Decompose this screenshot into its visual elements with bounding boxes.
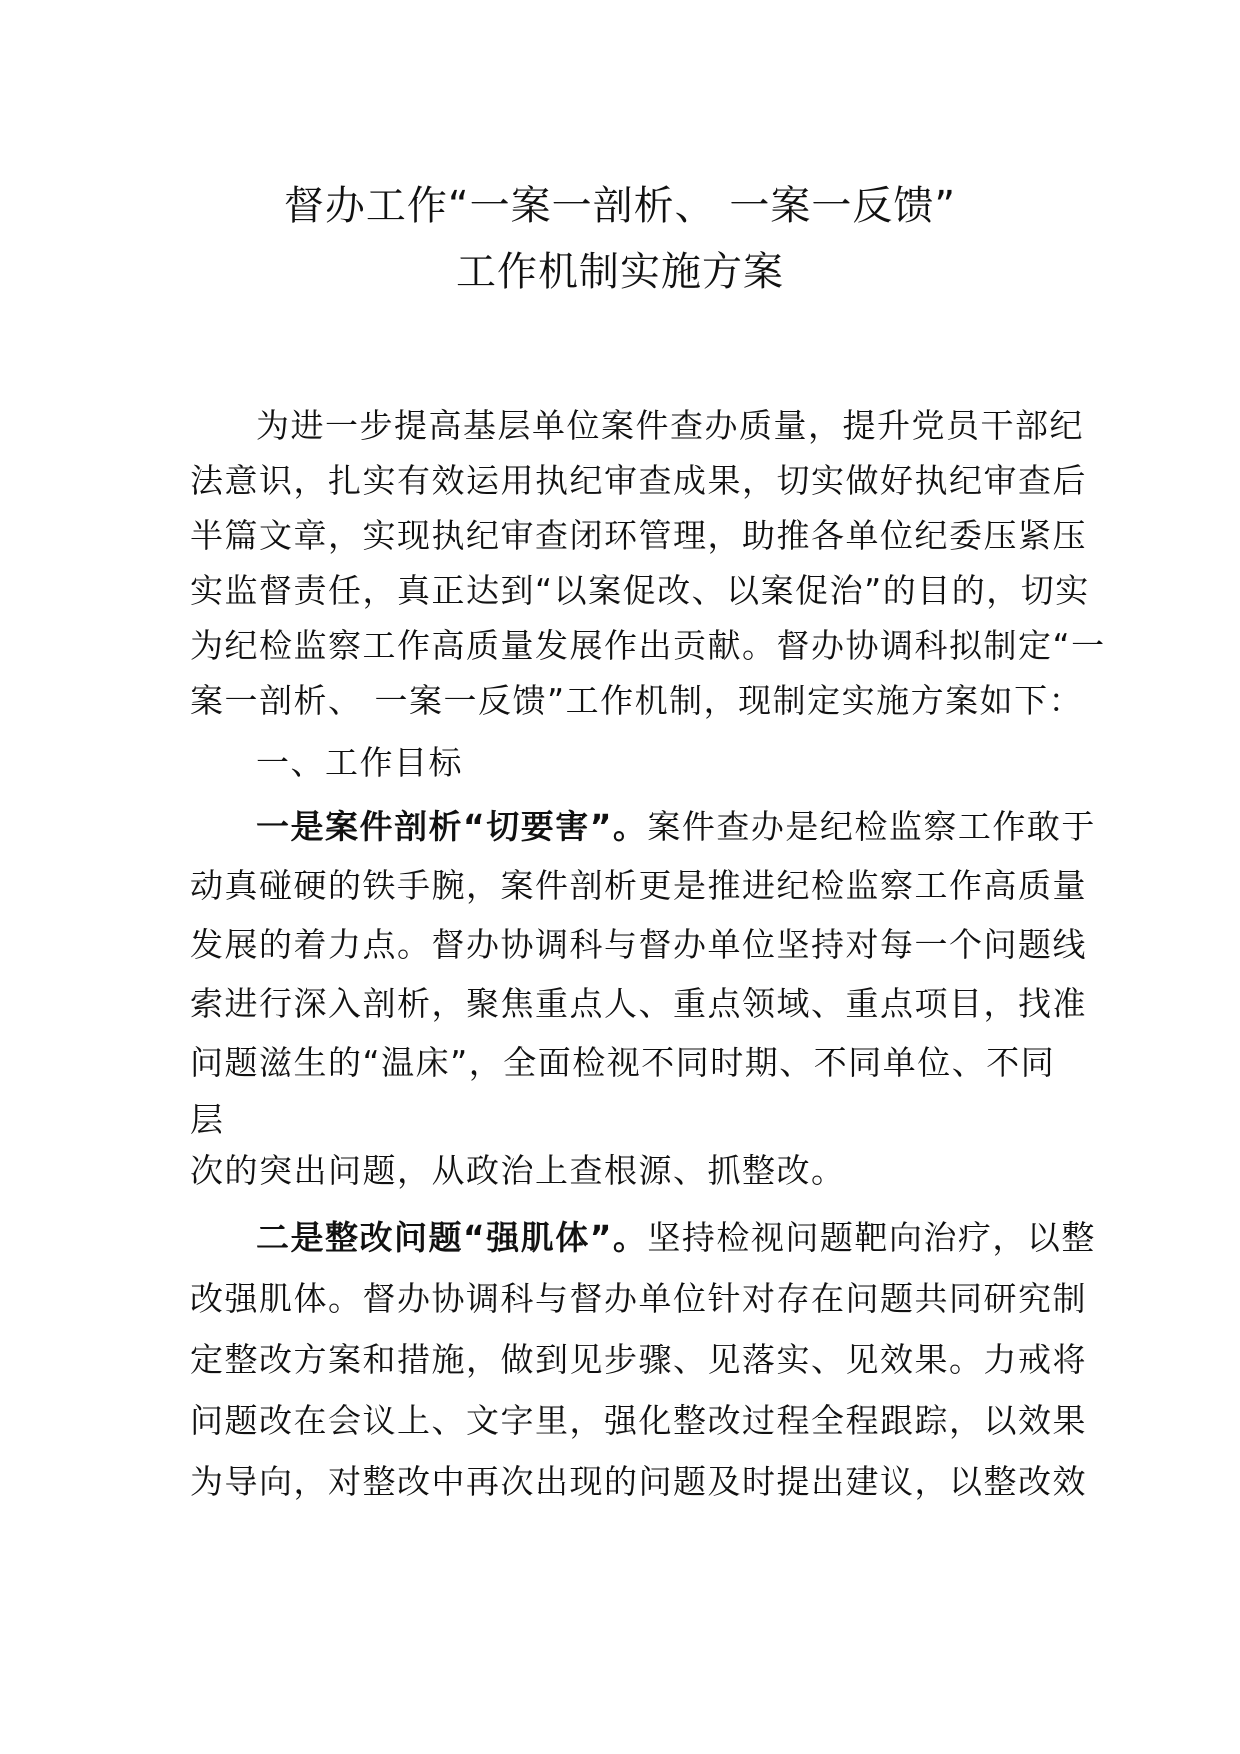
item1-line-6: 层 [190,1100,225,1139]
item1-first-line [256,805,1096,849]
intro-line-2: 法意识，扎实有效运用执纪审查成果，切实做好执纪审查后 [190,461,1087,500]
item2-first-rest: 坚持检视问题靶向治疗，以整 [647,1218,1096,1257]
item1-line-2: 动真碰硬的铁手腕，案件剖析更是推进纪检监察工作高质量 [190,866,1087,905]
item1-line-3: 发展的着力点。督办协调科与督办单位坚持对每一个问题线 [190,925,1087,964]
item2-line-4: 问题改在会议上、文字里，强化整改过程全程跟踪，以效果 [190,1401,1087,1440]
intro-line-3: 半篇文章，实现执纪审查闭环管理，助推各单位纪委压紧压 [190,516,1087,555]
item1-line-5: 问题滋生的“温床”，全面检视不同时期、不同单位、不同 [190,1043,1056,1082]
item1-line-7: 次的突出问题，从政治上查根源、抓整改。 [190,1151,846,1190]
item1-first-rest: 案件查办是纪检监察工作敢于 [647,807,1096,846]
intro-line-4: 实监督责任，真正达到“以案促改、以案促治”的目的，切实 [190,571,1090,610]
document-title-line-1: 督办工作“一案一剖析、 一案一反馈” [283,183,957,229]
item2-line-3: 定整改方案和措施，做到见步骤、见落实、见效果。力戒将 [190,1340,1087,1379]
item2-lead: 二是整改问题“强肌体”。 [256,1218,648,1257]
intro-line-1: 为进一步提高基层单位案件查办质量，提升党员干部纪 [256,406,1084,445]
item2-line-5: 为导向，对整改中再次出现的问题及时提出建议，以整改效 [190,1462,1087,1501]
intro-line-6: 案一剖析、 一案一反馈”工作机制，现制定实施方案如下： [190,681,1084,720]
item1-lead: 一是案件剖析“切要害”。 [256,807,648,846]
item1-line-4: 索进行深入剖析，聚焦重点人、重点领域、重点项目，找准 [190,984,1087,1023]
intro-line-5: 为纪检监察工作高质量发展作出贡献。督办协调科拟制定“一 [190,626,1106,665]
section-heading-goals: 一、工作目标 [256,743,463,782]
document-title-line-2: 工作机制实施方案 [456,249,784,295]
item2-line-2: 改强肌体。督办协调科与督办单位针对存在问题共同研究制 [190,1279,1087,1318]
item2-first-line [256,1216,1096,1260]
